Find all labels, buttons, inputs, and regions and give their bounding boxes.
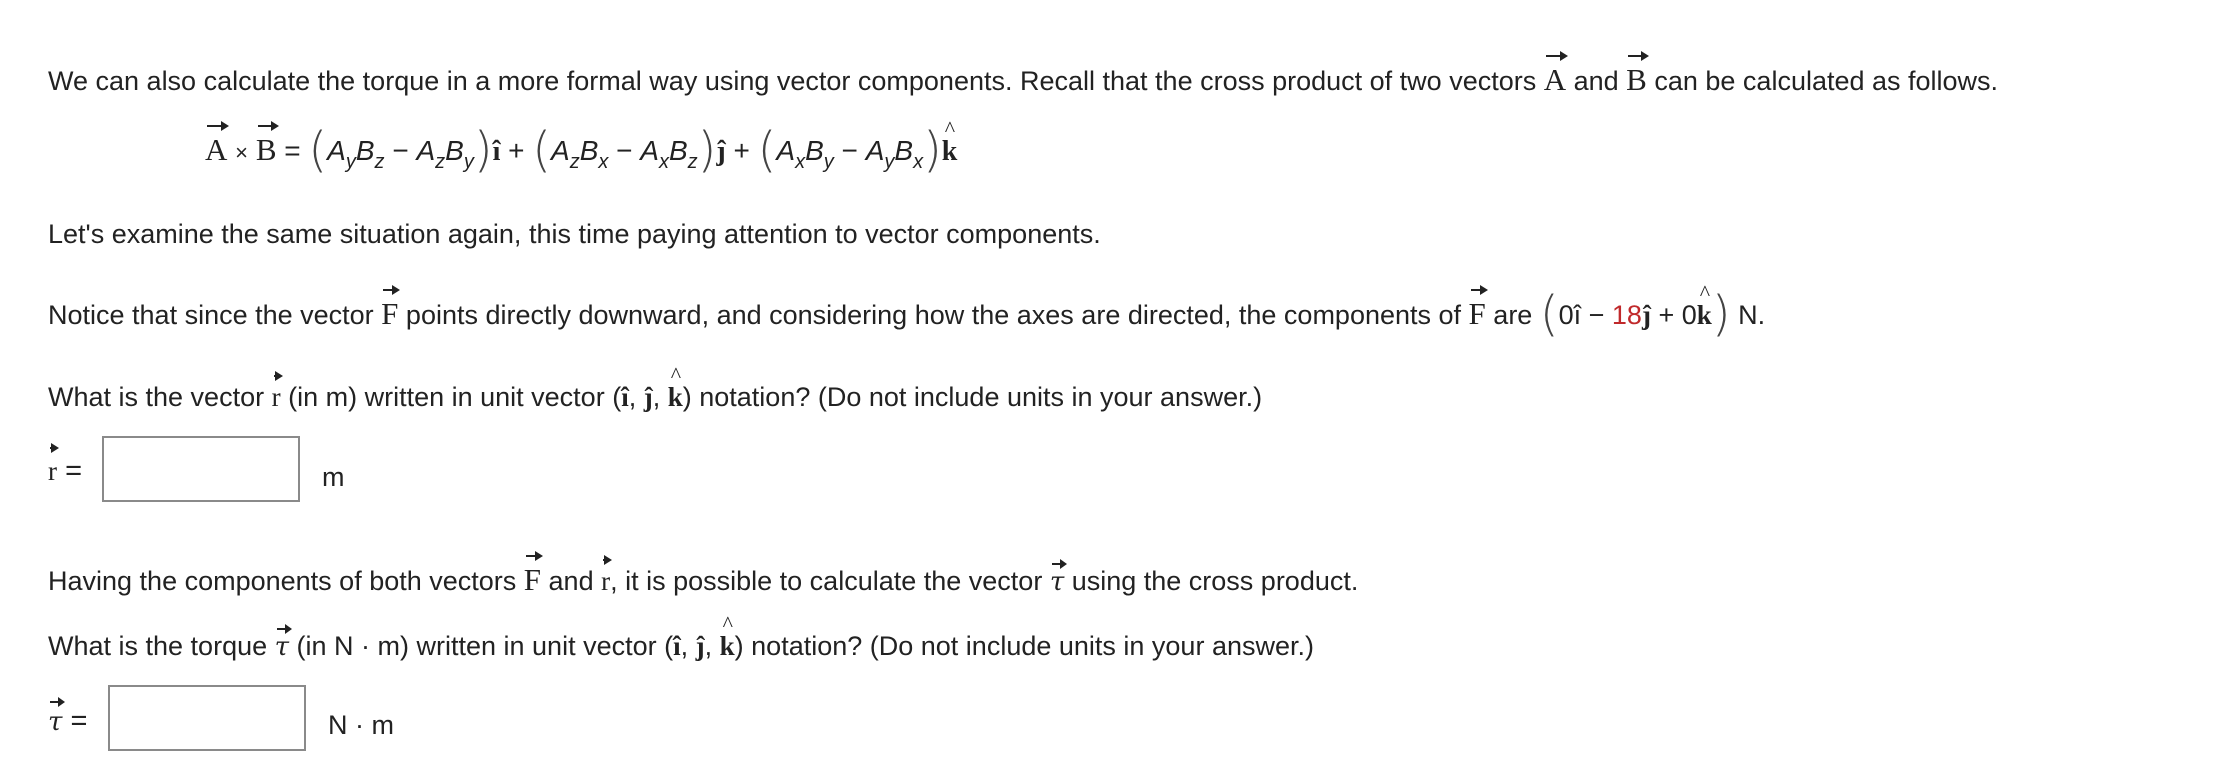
answer-tau-label [48,705,87,738]
component-k-value: 0 [1681,300,1697,330]
formula-sub: x [795,151,806,173]
intro-text-3: can be calculated as follows. [1646,66,1999,96]
formula-sub: z [687,151,698,173]
formula-term: A [776,135,796,166]
formula-plus: + [733,135,750,166]
formula-term: B [805,135,824,166]
j-hat-symbol: ĵ [716,136,726,167]
torque-input[interactable] [108,685,306,751]
component-k-hat: ^ k [1697,302,1712,329]
formula-equals: = [284,135,301,166]
formula-term: A [327,135,346,166]
formula-term: A [551,135,570,166]
component-j-hat: ĵ [1641,300,1651,330]
notice-paragraph [48,286,1766,342]
formula-sub: y [463,151,474,173]
formula-term: A [416,135,436,166]
q1-text-3: ) notation? (Do not include units in your answer.) [682,382,1263,412]
formula-sub: x [598,151,609,173]
formula-sub: y [884,151,895,173]
vector-r-symbol: r [271,382,281,412]
q1-j-hat: ĵ [643,382,653,412]
formula-paren-close: ) [473,122,493,178]
formula-sub: x [913,151,924,173]
examine-paragraph: Let's examine the same situation again, this time paying attention to vector components. [48,219,1101,249]
notice-text-2: points directly downward, and considering how the axes are directed, the components of [398,300,1469,330]
q1-i-hat: î [621,382,629,412]
vector-f-symbol: F [381,296,399,331]
having-text-1: Having the components of both vectors [48,566,524,596]
formula-term: B [668,135,688,166]
question-torque [48,633,1314,660]
formula-paren-close: ) [923,122,942,178]
tau-symbol: τ [1049,567,1065,597]
q1-text-2: (in m) written in unit vector ( [280,382,622,412]
formula-minus: − [392,135,409,166]
vector-f-symbol: F [523,562,542,597]
formula-sub: z [569,151,580,173]
q1-k-hat: ^ k [668,384,683,411]
notice-text-3: are [1485,300,1540,330]
q2-text-3: ) notation? (Do not include units in your answer.) [734,631,1314,661]
component-j-value: 18 [1611,300,1642,330]
formula-term: B [894,135,914,166]
components-paren-open: ( [1539,286,1559,342]
formula-sub: z [435,151,446,173]
formula-paren-open: ( [532,122,551,178]
answer-r-unit: m [322,462,345,492]
vector-r-symbol: r [601,566,611,596]
formula-vector-b: B [255,132,277,167]
q1-comma: , [628,382,644,412]
formula-vector-a: A [205,132,228,167]
vector-b-symbol: B [1626,62,1647,97]
q2-text-1: What is the torque [48,631,275,661]
q2-j-hat: ĵ [695,631,705,661]
having-text-3: , it is possible to calculate the vector [610,566,1050,596]
force-unit: N. [1738,300,1766,330]
vector-a-symbol: A [1543,62,1567,97]
i-hat-symbol: î [492,136,501,167]
q1-text-1: What is the vector [48,382,272,412]
q1-comma: , [652,382,668,412]
formula-minus: − [841,135,858,166]
k-hat-symbol: ^ k [942,138,958,166]
components-paren-close: ) [1711,286,1731,342]
position-vector-input[interactable] [102,436,300,502]
answer-r-symbol: r [48,456,57,486]
having-text-2: and [541,566,602,596]
formula-term: B [445,135,464,166]
having-paragraph [48,564,1358,595]
formula-paren-open: ( [308,122,328,178]
formula-term: A [640,135,659,166]
formula-sub: y [823,151,834,173]
answer-tau-symbol: τ [48,707,63,737]
tau-symbol: τ [274,632,290,662]
formula-term: B [355,135,375,166]
formula-sub: z [374,151,385,173]
answer-r-equals: = [65,455,82,487]
components-plus: + [1658,300,1675,330]
q2-comma: , [704,631,720,661]
formula-term: B [579,135,599,166]
q2-i-hat: î [673,631,681,661]
formula-term: A [865,135,885,166]
formula-paren-open: ( [757,122,777,178]
answer-tau-unit: N · m [328,710,394,740]
formula-sub: x [658,151,669,173]
formula-sub: y [345,151,356,173]
q2-comma: , [680,631,696,661]
answer-r-label [48,455,82,488]
formula-paren-close: ) [697,122,717,178]
notice-text-1: Notice that since the vector [48,300,382,330]
intro-text-1: We can also calculate the torque in a more formal way using vector components. Recall that the cross product of two vectors [48,66,1544,96]
formula-plus: + [508,135,525,166]
formula-times: × [235,140,249,165]
q2-text-2: (in N · m) written in unit vector ( [289,631,674,661]
intro-text-2: and [1566,66,1627,96]
question-position-vector [48,384,1262,411]
having-text-4: using the cross product. [1064,566,1359,596]
vector-f-symbol: F [1468,296,1486,331]
component-i: 0î [1558,300,1582,330]
q2-k-hat: ^ k [720,633,735,660]
components-minus: − [1588,300,1605,330]
formula-minus: − [616,135,633,166]
answer-tau-equals: = [70,705,88,737]
intro-paragraph [48,64,1998,95]
cross-product-formula [205,122,958,178]
